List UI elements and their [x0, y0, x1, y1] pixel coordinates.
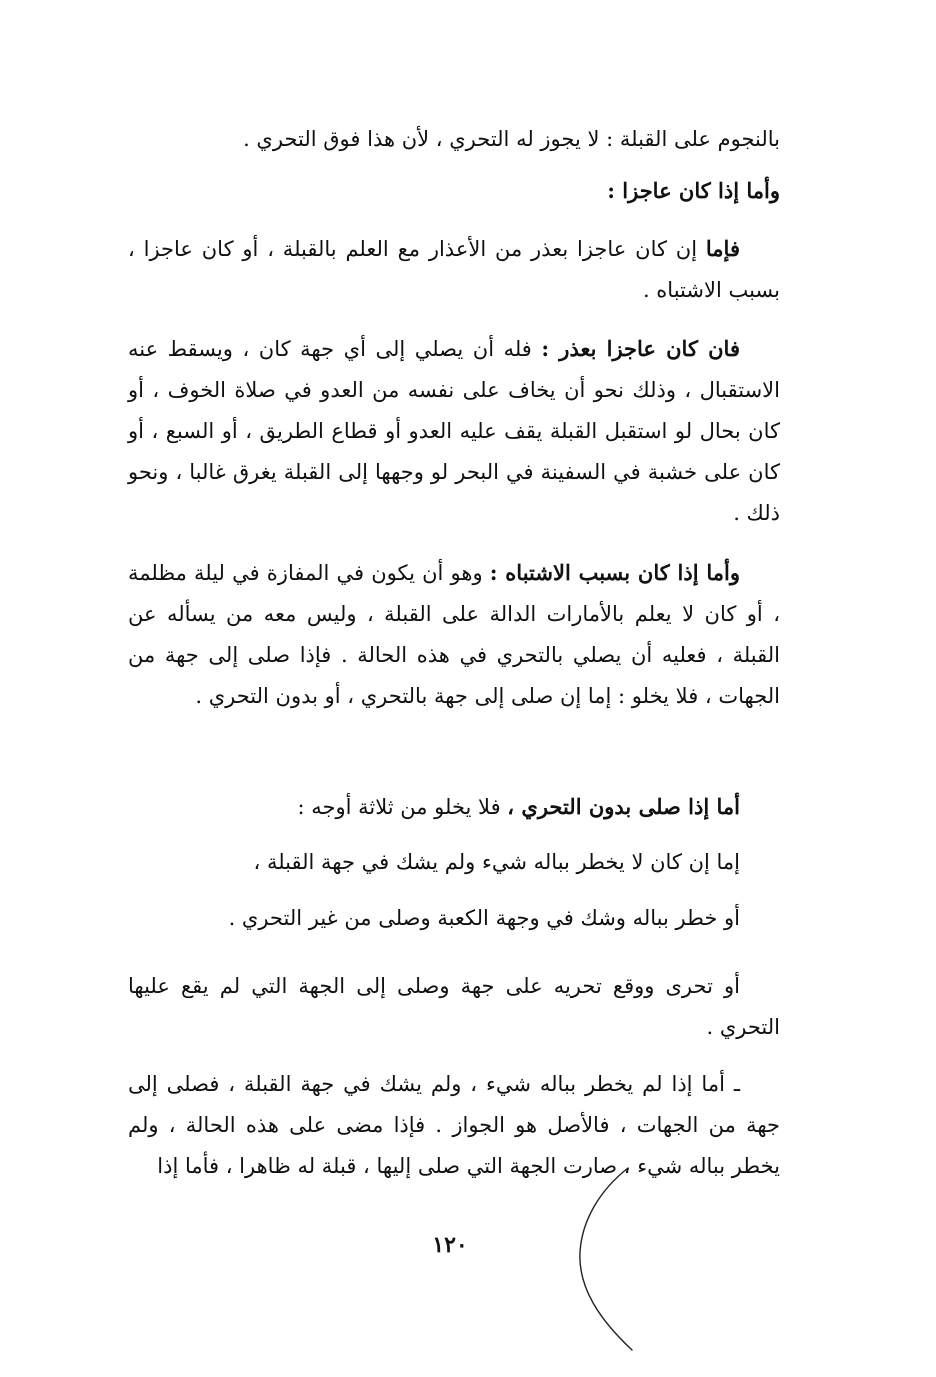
paragraph-3-lead: فإما [705, 236, 740, 261]
paragraph-4 [128, 328, 780, 534]
page-number: ١٢٠ [432, 1232, 468, 1258]
paragraph-5-lead: وأما إذا كان بسبب الاشتباه : [489, 560, 740, 585]
paragraph-3-text: إن كان عاجزا بعذر من الأعذار مع العلم بالقبلة ، أو كان عاجزا ، بسبب الاشتباه . [128, 237, 780, 302]
paragraph-8 [200, 898, 740, 939]
paragraph-10 [128, 1064, 780, 1187]
paragraph-6-text: فلا يخلو من ثلاثة أوجه : [297, 795, 508, 819]
paragraph-4-lead: فان كان عاجزا بعذر : [541, 336, 740, 361]
paragraph-7 [200, 842, 740, 883]
paragraph-7-text: إما إن كان لا يخطر بباله شيء ولم يشك في جهة القبلة ، [253, 850, 740, 874]
paragraph-6 [200, 786, 740, 828]
paragraph-2-lead: وأما إذا كان عاجزا : [607, 178, 780, 203]
paragraph-2 [128, 170, 780, 212]
paragraph-4-text: فله أن يصلي إلى أي جهة كان ، ويسقط عنه الاستقبال ، وذلك نحو أن يخاف على نفسه من العدو في صلاة الخوف ، أو كان بحال لو استقبل القبلة يقف عليه العدو أو قطاع الطريق ، أو السبع ، أو كان على خشبة في السفينة في البحر لو وجهها إلى القبلة يغرق غالبا ، ونحو ذلك . [128, 337, 780, 525]
paragraph-3 [128, 228, 780, 311]
paragraph-9-text: أو تحرى ووقع تحريه على جهة وصلى إلى الجهة التي لم يقع عليها التحري . [128, 974, 780, 1039]
paragraph-1 [128, 118, 780, 160]
paragraph-9 [128, 966, 780, 1048]
paragraph-6-lead: أما إذا صلى بدون التحري ، [507, 794, 740, 819]
pen-stroke-mark [560, 1160, 650, 1360]
paragraph-5 [128, 552, 780, 717]
paragraph-1-text: بالنجوم على القبلة : لا يجوز له التحري ، لأن هذا فوق التحري . [243, 127, 780, 151]
paragraph-5-text: وهو أن يكون في المفازة في ليلة مظلمة ، أو كان لا يعلم بالأمارات الدالة على القبلة ، وليس معه من يسأله عن القبلة ، فعليه أن يصلي بالتحري في هذه الحالة . فإذا صلى إلى جهة من الجهات ، فلا يخلو : إما إن صلى إلى جهة بالتحري ، أو بدون التحري . [128, 561, 780, 708]
paragraph-10-text: ـ أما إذا لم يخطر بباله شيء ، ولم يشك في جهة القبلة ، فصلى إلى جهة من الجهات ، فالأصل هو الجواز . فإذا مضى على هذه الحالة ، ولم يخطر بباله شيء ، صارت الجهة التي صلى إليها ، قبلة له ظاهرا ، فأما إذا [128, 1072, 780, 1178]
paragraph-8-text: أو خطر بباله وشك في وجهة الكعبة وصلى من غير التحري . [228, 906, 740, 930]
